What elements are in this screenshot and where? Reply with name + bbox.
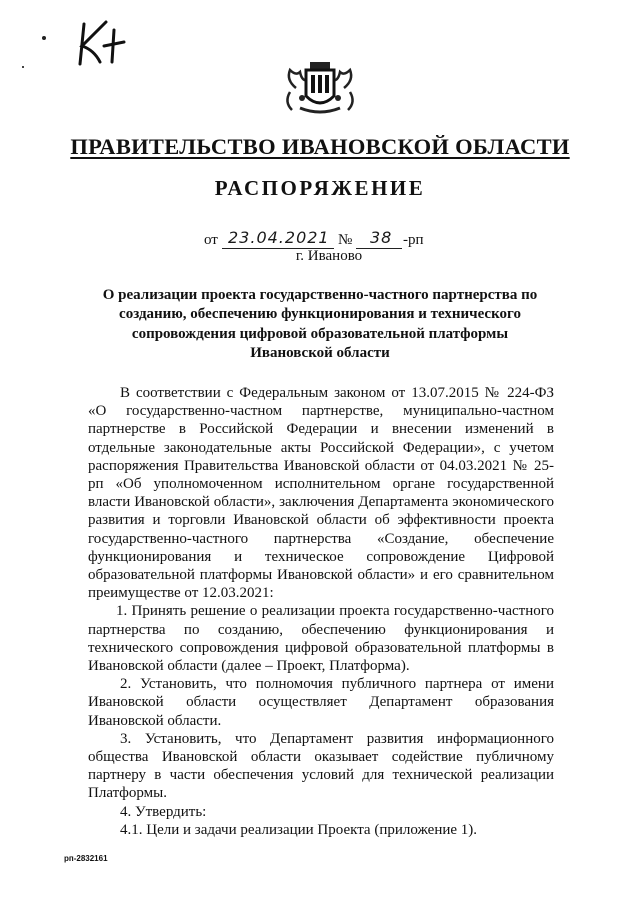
document-type-title: РАСПОРЯЖЕНИЕ <box>214 176 426 200</box>
preamble-paragraph: В соответствии с Федеральным законом от 13.07.2015 № 224-ФЗ «О государственно-частном партнерстве, муниципально-частном партнерстве в Российской Федерации и внесении изменений в отдельные законодательные акты Российской Федерации», с учетом распоряжения Правительства Ивановской области от 04.03.2021 № 25-рп «Об уполномоченном исполнительном органе государственной власти Ивановской области», заключения Департамента экономического развития и торговли Ивановской области об эффективности проекта государственно-частного партнерства «Создание, обеспечение функционирования и техническое сопровождение Цифровой образовательной платформы Ивановской области» и его сравнительном преимуществе от 12.03.2021: <box>88 385 554 602</box>
coat-of-arms-emblem <box>280 58 360 116</box>
ink-dot <box>22 66 24 68</box>
item-1-paragraph: 1. Принять решение о реализации проекта государственно-частного партнерства по созданию, обеспечению функционирования и технического сопровождения цифровой образовательной платформы в Ивановской области (далее – Проект, Платформа). <box>88 603 554 675</box>
government-title: ПРАВИТЕЛЬСТВО ИВАНОВСКОЙ ОБЛАСТИ <box>70 134 570 159</box>
item-2-paragraph: 2. Установить, что полномочия публичного партнера от имени Ивановской области осуществляет Департамент образования Ивановской области. <box>88 676 554 729</box>
number-label: № <box>338 232 353 248</box>
item-4-paragraph: 4. Утвердить: <box>120 803 207 820</box>
city-line: г. Иваново <box>295 248 363 264</box>
document-body <box>88 384 554 839</box>
number-suffix: -рп <box>403 232 424 248</box>
item-4-1-paragraph: 4.1. Цели и задачи реализации Проекта (приложение 1). <box>120 821 478 838</box>
date-from-label: от <box>204 232 218 248</box>
ink-dot <box>42 36 46 40</box>
handwritten-number: 38 <box>370 228 393 247</box>
document-code: рп-2832161 <box>64 854 108 863</box>
handwritten-mark <box>76 16 126 68</box>
date-number-line <box>204 228 464 250</box>
item-3-paragraph: 3. Установить, что Департамент развития информационного общества Ивановской области оказывает содействие публичному партнеру в части обеспечения условий для технической реализации Платформы. <box>88 730 554 802</box>
handwritten-date: 23.04.2021 <box>228 228 330 247</box>
document-subject: О реализации проекта государственно-частного партнерства по созданию, обеспечению функционирования и технического сопровождения цифровой образовательной платформы Ивановской области <box>102 287 538 361</box>
